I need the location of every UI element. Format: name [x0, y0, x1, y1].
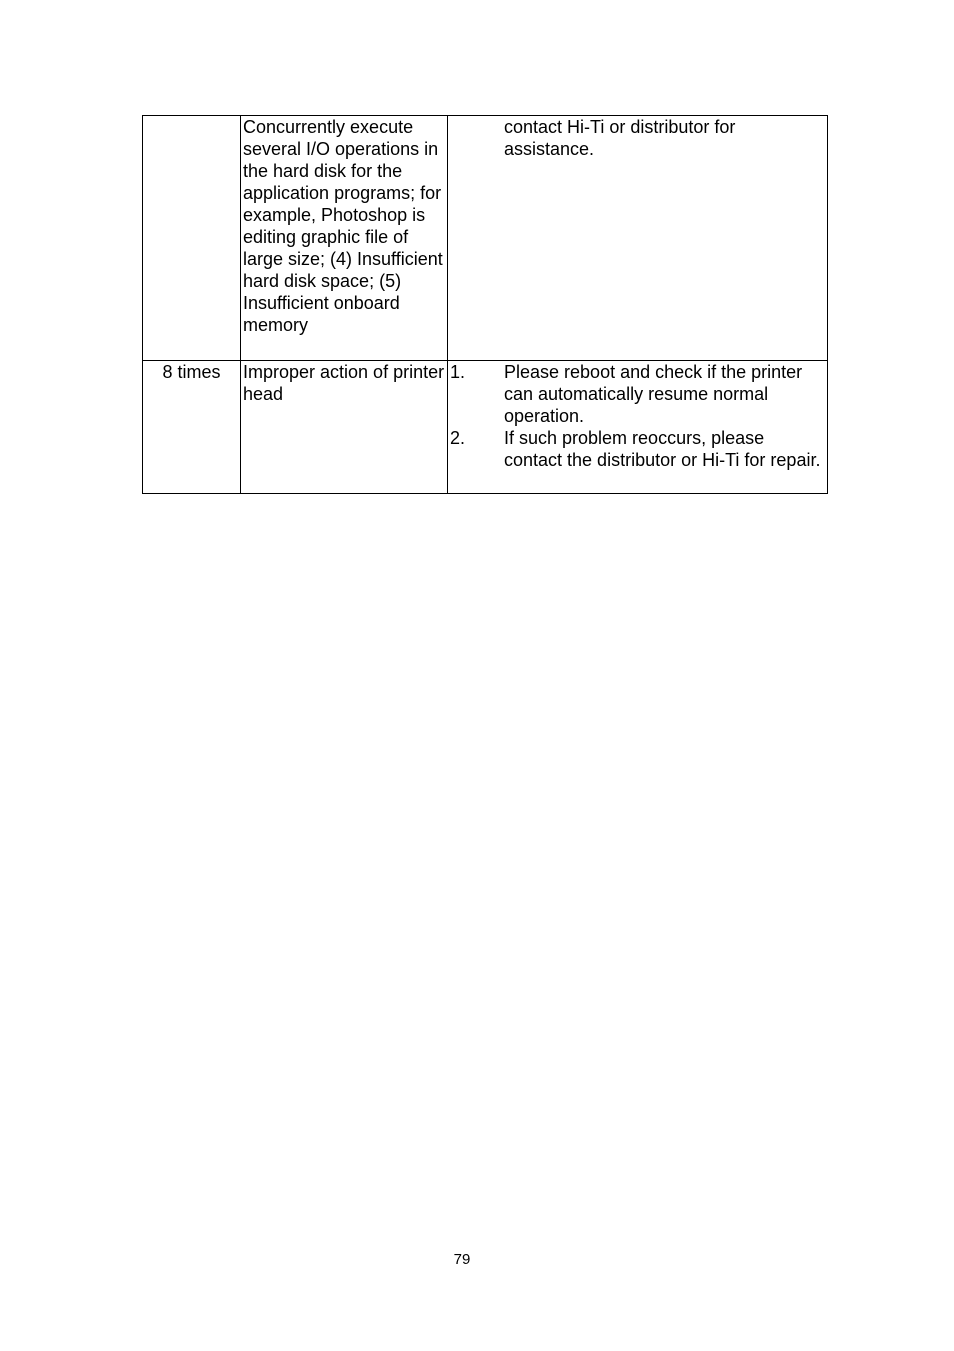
cause-cell: Improper action of printer head [241, 361, 448, 494]
troubleshooting-table [142, 115, 828, 494]
solution-list-item [450, 361, 825, 427]
cause-cell: Concurrently execute several I/O operations in the hard disk for the application programs; for example, Photoshop is editing graphic file of large size; (4) Insufficient hard disk space; (5) Insufficient onboard memory [241, 116, 448, 361]
solution-cell [448, 361, 828, 494]
solution-item-text: Please reboot and check if the printer can automatically resume normal operation. [504, 362, 803, 426]
table-row [143, 116, 828, 361]
solution-item-number: 1. [450, 362, 466, 382]
solution-cell [448, 116, 828, 361]
table-row [143, 361, 828, 494]
solution-item-text: If such problem reoccurs, please contact the distributor or Hi-Ti for repair. [504, 428, 821, 470]
page-number: 79 [453, 1251, 471, 1268]
count-cell: 8 times [143, 361, 241, 494]
solution-list-item [450, 427, 825, 471]
solution-item-number: 2. [450, 428, 466, 448]
solution-text: contact Hi-Ti or distributor for assistance. [504, 117, 736, 159]
count-cell [143, 116, 241, 361]
